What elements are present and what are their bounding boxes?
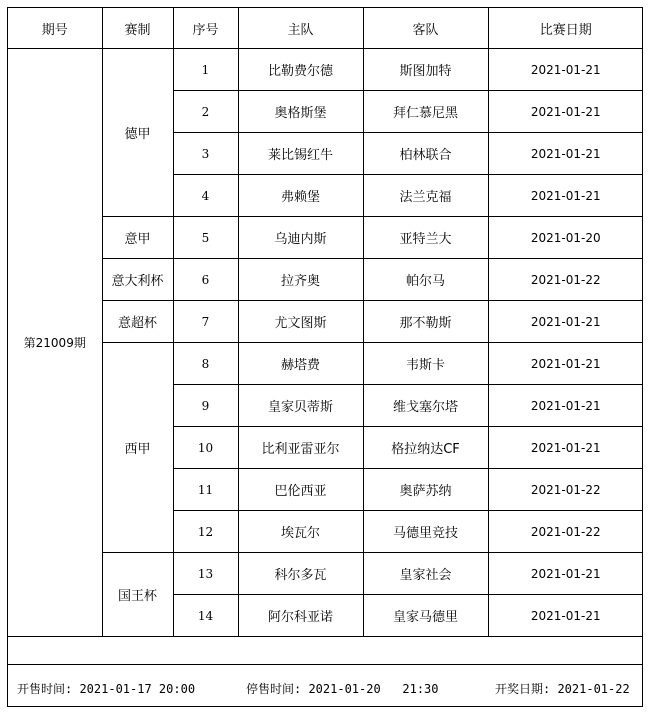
home-team: 科尔多瓦 [238,553,363,595]
match-date: 2021-01-21 [488,91,643,133]
away-team: 那不勒斯 [363,301,488,343]
header-match-date: 比赛日期 [488,8,643,49]
draw-date: 开奖日期: 2021-01-22 [495,682,630,696]
home-team: 比利亚雷亚尔 [238,427,363,469]
home-team: 乌迪内斯 [238,217,363,259]
match-date: 2021-01-21 [488,301,643,343]
home-team: 阿尔科亚诺 [238,595,363,637]
league-cell: 西甲 [102,343,173,553]
header-row [8,8,643,49]
row-number: 1 [173,49,238,91]
away-team: 皇家马德里 [363,595,488,637]
table-row [8,217,643,259]
row-number: 10 [173,427,238,469]
row-number: 7 [173,301,238,343]
league-cell: 国王杯 [102,553,173,637]
home-team: 奥格斯堡 [238,91,363,133]
header-home-team: 主队 [238,8,363,49]
home-team: 尤文图斯 [238,301,363,343]
row-number: 12 [173,511,238,553]
match-date: 2021-01-21 [488,427,643,469]
away-team: 维戈塞尔塔 [363,385,488,427]
match-date: 2021-01-21 [488,595,643,637]
header-league: 赛制 [102,8,173,49]
home-team: 埃瓦尔 [238,511,363,553]
row-number: 6 [173,259,238,301]
home-team: 比勒费尔德 [238,49,363,91]
away-team: 柏林联合 [363,133,488,175]
league-cell: 意大利杯 [102,259,173,301]
row-number: 8 [173,343,238,385]
table-row [8,49,643,91]
header-away-team: 客队 [363,8,488,49]
home-team: 拉齐奥 [238,259,363,301]
table-row [8,301,643,343]
match-date: 2021-01-22 [488,259,643,301]
home-team: 莱比锡红牛 [238,133,363,175]
match-date: 2021-01-22 [488,511,643,553]
away-team: 奥萨苏纳 [363,469,488,511]
match-date: 2021-01-21 [488,385,643,427]
row-number: 9 [173,385,238,427]
header-issue: 期号 [8,8,102,49]
row-number: 2 [173,91,238,133]
away-team: 韦斯卡 [363,343,488,385]
away-team: 帕尔马 [363,259,488,301]
header-number: 序号 [173,8,238,49]
home-team: 巴伦西亚 [238,469,363,511]
away-team: 皇家社会 [363,553,488,595]
row-number: 5 [173,217,238,259]
match-date: 2021-01-22 [488,469,643,511]
home-team: 皇家贝蒂斯 [238,385,363,427]
away-team: 拜仁慕尼黑 [363,91,488,133]
table-row [8,553,643,595]
away-team: 亚特兰大 [363,217,488,259]
row-number: 11 [173,469,238,511]
issue-cell: 第21009期 [8,49,102,637]
away-team: 法兰克福 [363,175,488,217]
table-row [8,343,643,385]
away-team: 格拉纳达CF [363,427,488,469]
league-cell: 德甲 [102,49,173,217]
home-team: 弗赖堡 [238,175,363,217]
match-date: 2021-01-20 [488,217,643,259]
match-schedule-sheet [7,7,643,707]
row-number: 13 [173,553,238,595]
table-row [8,259,643,301]
match-date: 2021-01-21 [488,49,643,91]
away-team: 马德里竞技 [363,511,488,553]
match-table [8,8,643,637]
row-number: 14 [173,595,238,637]
sale-stop-time: 停售时间: 2021-01-20 21:30 [246,682,439,696]
row-number: 3 [173,133,238,175]
row-number: 4 [173,175,238,217]
sale-start-time: 开售时间: 2021-01-17 20:00 [17,682,196,696]
sale-info-footer [8,664,643,707]
match-date: 2021-01-21 [488,343,643,385]
away-team: 斯图加特 [363,49,488,91]
home-team: 赫塔费 [238,343,363,385]
match-date: 2021-01-21 [488,133,643,175]
match-date: 2021-01-21 [488,553,643,595]
match-date: 2021-01-21 [488,175,643,217]
league-cell: 意甲 [102,217,173,259]
league-cell: 意超杯 [102,301,173,343]
